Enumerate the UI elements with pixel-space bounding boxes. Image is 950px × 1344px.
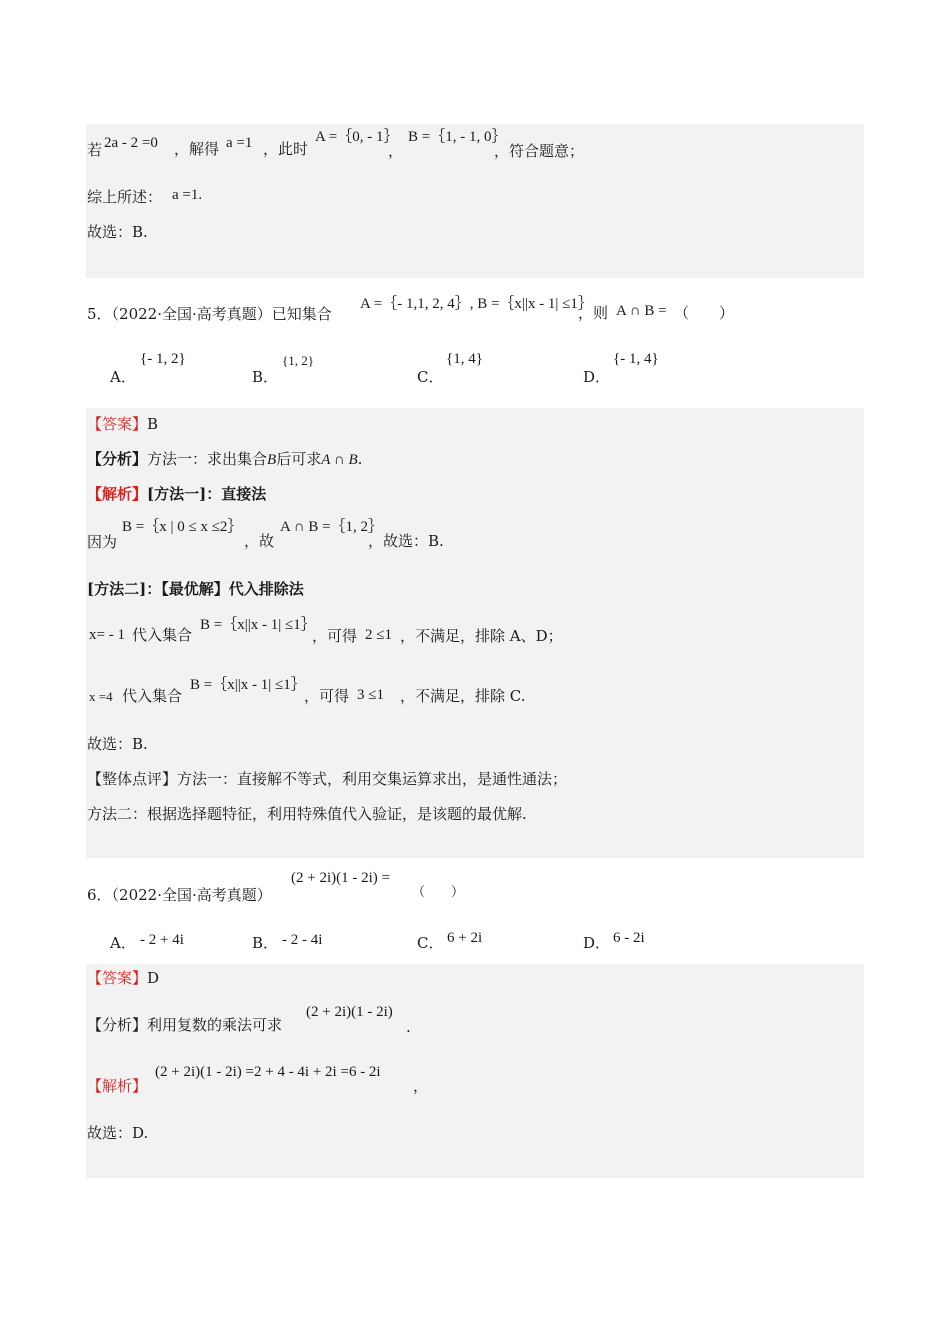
q5-stem-paren: （ ）: [674, 304, 735, 322]
q6-option-d[interactable]: D．: [583, 934, 611, 952]
q5-option-b[interactable]: B．: [252, 368, 279, 386]
solution-tag: 【解析】: [87, 1077, 148, 1095]
q5-line-a-math-3: 2 ≤1: [365, 627, 392, 643]
q5-method1-math-2: A ∩ B =｛1, 2｝: [280, 519, 384, 535]
q5-line-a-text-1: 代入集合: [132, 626, 193, 644]
answer-tag: 【答案】: [87, 969, 148, 987]
q6-solution: [87, 1076, 147, 1096]
q6-option-c[interactable]: C．: [417, 934, 444, 952]
q6-analysis-post: .: [406, 1018, 411, 1036]
q6-solution-math: (2 + 2i)(1 - 2i) =2 + 4 - 4i + 2i =6 - 2i: [155, 1064, 381, 1080]
q6-option-b[interactable]: B．: [252, 934, 279, 952]
q6-choose: 故选：D.: [87, 1124, 149, 1142]
q5-line-b-math-2: B =｛x||x - 1| ≤1｝: [190, 677, 306, 693]
q6-answer: [87, 968, 159, 988]
q5-line-a-math-2: B =｛x||x - 1| ≤1｝: [200, 617, 316, 633]
q5-line-a-text-2: ，可得: [312, 627, 358, 645]
q5-stem-text: ，则: [578, 304, 609, 322]
q5-comment-1: 【整体点评】方法一：直接解不等式，利用交集运算求出，是通性通法；: [87, 770, 568, 788]
q6-analysis: 【分析】利用复数的乘法可求: [87, 1016, 283, 1034]
q5-line-b-math-1: x =4: [89, 689, 113, 704]
q5-stem-math-1: A =｛- 1,1, 2, 4｝, B =｛x||x - 1| ≤1｝: [360, 296, 593, 312]
q4-math-3: A =｛0, - 1｝: [315, 129, 399, 145]
q4-text-4: ，符合题意；: [494, 142, 585, 160]
q6-option-d-value: 6 - 2i: [613, 930, 645, 946]
q5-method2-title: [方法二]：【最优解】代入排除法: [87, 580, 304, 598]
q6-option-a[interactable]: A．: [110, 934, 136, 952]
q5-option-d[interactable]: D．: [583, 368, 611, 386]
answer-tag: 【答案】: [87, 415, 148, 433]
q5-option-b-value: {1, 2}: [282, 353, 314, 368]
q6-stem: 6．（2022·全国·高考真题）: [87, 886, 272, 904]
solution-tag: 【解析】: [87, 485, 148, 503]
q5-option-a[interactable]: A．: [110, 368, 136, 386]
q4-text-2: ，此时: [263, 140, 309, 158]
q6-option-a-value: - 2 + 4i: [140, 932, 184, 948]
q5-solution-heading: 【解析】[方法一]：直接法: [87, 485, 267, 503]
q5-answer: [87, 414, 158, 434]
analysis-tag: 【分析】: [87, 450, 148, 468]
analysis-tag: 【分析】: [87, 1016, 148, 1034]
q6-stem-paren: （ ）: [412, 885, 465, 900]
q4-text-3: ，: [388, 142, 404, 160]
q5-option-c-value: {1, 4}: [446, 351, 483, 367]
q5-line-b-text-2: ，可得: [304, 687, 350, 705]
q4-choose: 故选：B.: [87, 223, 148, 241]
q4-text-1: ，解得: [174, 140, 220, 158]
q5-stem-math-2: A ∩ B =: [616, 303, 667, 319]
q5-line-a-math-1: x= - 1: [89, 627, 125, 643]
q5-line-a-text-3: ，不满足，排除 A、D；: [400, 627, 563, 645]
q5-method1-text: ，故: [244, 532, 275, 550]
q5-option-a-value: {- 1, 2}: [140, 351, 186, 367]
q5-stem: 5．（2022·全国·高考真题）已知集合: [87, 305, 332, 323]
q5-option-c[interactable]: C．: [417, 368, 444, 386]
q4-math-4: B =｛1, - 1, 0｝: [408, 129, 507, 145]
answer-value: B: [147, 415, 159, 433]
q5-method1-line: 因为: [87, 533, 118, 551]
answer-value: D: [147, 969, 160, 987]
q5-analysis: 【分析】方法一：求出集合B后可求A ∩ B.: [87, 450, 363, 468]
q6-option-c-value: 6 + 2i: [447, 930, 483, 946]
q6-solution-post: ，: [413, 1077, 429, 1095]
q4-math-1: 2a - 2 =0: [104, 135, 158, 151]
q5-comment-2: 方法二：根据选择题特征，利用特殊值代入验证，是该题的最优解.: [87, 805, 527, 823]
q4-summary-math: a =1.: [172, 187, 203, 203]
q4-math-2: a =1: [226, 135, 253, 151]
q6-stem-math: (2 + 2i)(1 - 2i) =: [291, 870, 390, 886]
q6-option-b-value: - 2 - 4i: [282, 932, 323, 948]
q5-method1-post: ，故选：B.: [368, 532, 444, 550]
q4-line-1: 若: [87, 141, 103, 159]
q6-analysis-math: (2 + 2i)(1 - 2i): [306, 1004, 393, 1020]
q5-choose: 故选：B.: [87, 735, 148, 753]
q5-line-b-text-3: ，不满足，排除 C.: [400, 687, 526, 705]
q5-method1-math-1: B =｛x | 0 ≤ x ≤2｝: [122, 519, 243, 535]
q5-line-b-math-3: 3 ≤1: [357, 687, 384, 703]
q5-line-b-text-1: 代入集合: [122, 687, 183, 705]
q5-option-d-value: {- 1, 4}: [613, 351, 659, 367]
q4-summary: 综上所述：: [87, 188, 163, 206]
